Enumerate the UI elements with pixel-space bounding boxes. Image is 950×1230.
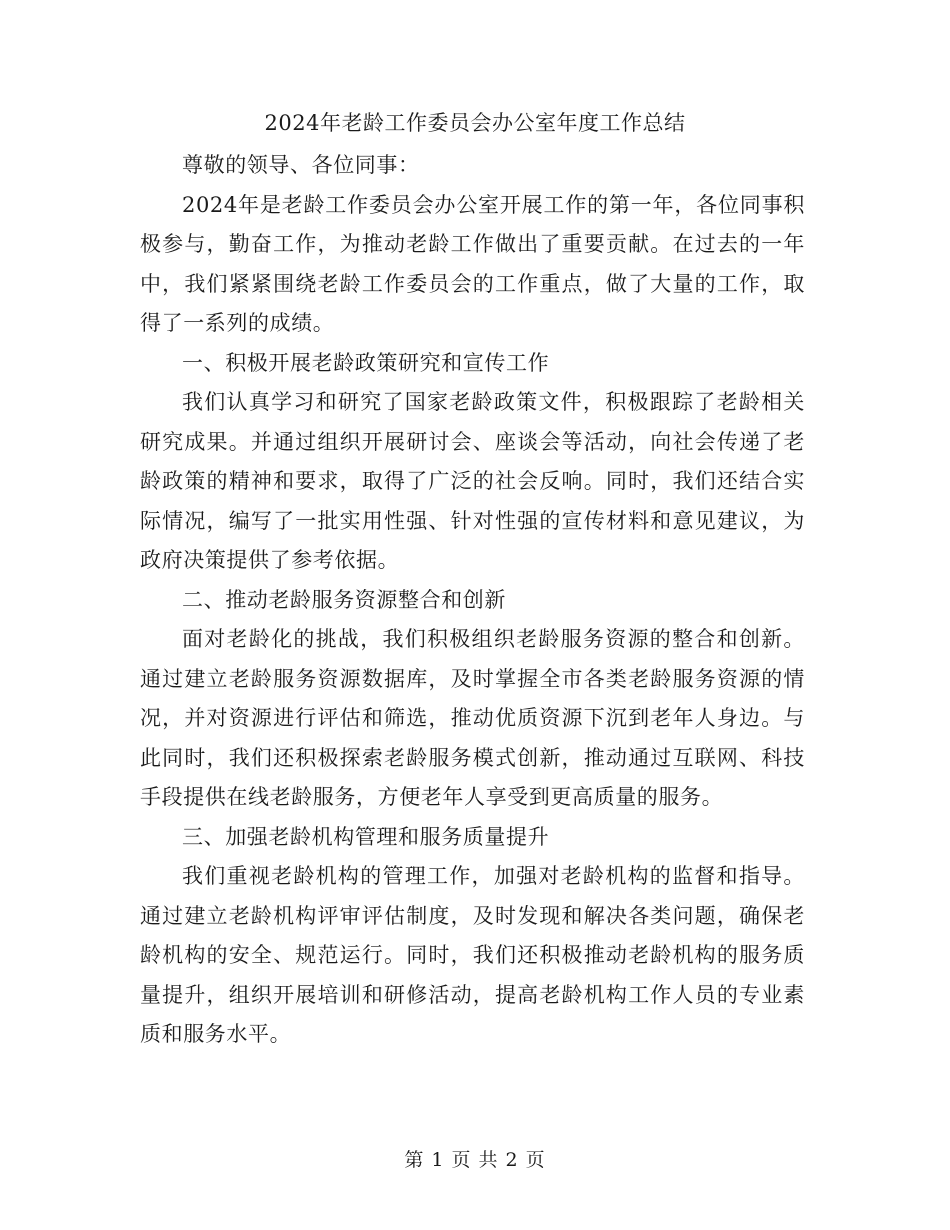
section-2-paragraph: 面对老龄化的挑战，我们积极组织老龄服务资源的整合和创新。通过建立老龄服务资源数据库，及时掌握全市各类老龄服务资源的情况，并对资源进行评估和筛选，推动优质资源下沉到老年人身边。与此同时，我们还积极探索老龄服务模式创新，推动通过互联网、科技手段提供在线老龄服务，方便老年人享受到更高质量的服务。 [140,627,805,809]
intro-paragraph: 2024年是老龄工作委员会办公室开展工作的第一年，各位同事积极参与，勤奋工作，为推动老龄工作做出了重要贡献。在过去的一年中，我们紧紧围绕老龄工作委员会的工作重点，做了大量的工作，取得了一系列的成绩。 [140,192,805,335]
section-1-heading: 一、积极开展老龄政策研究和宣传工作 [182,350,550,375]
page-number-footer: 第 1 页 共 2 页 [404,1149,546,1171]
section-2-heading: 二、推动老龄服务资源整合和创新 [182,587,506,612]
document-title: 2024年老龄工作委员会办公室年度工作总结 [264,111,686,135]
document-body [140,146,805,1055]
section-3-paragraph: 我们重视老龄机构的管理工作，加强对老龄机构的监督和指导。通过建立老龄机构评审评估制度，及时发现和解决各类问题，确保老龄机构的安全、规范运行。同时，我们还积极推动老龄机构的服务质量提升，组织开展培训和研修活动，提高老龄机构工作人员的专业素质和服务水平。 [140,864,805,1046]
section-1-paragraph: 我们认真学习和研究了国家老龄政策文件，积极跟踪了老龄相关研究成果。并通过组织开展研讨会、座谈会等活动，向社会传递了老龄政策的精神和要求，取得了广泛的社会反响。同时，我们还结合实际情况，编写了一批实用性强、针对性强的宣传材料和意见建议，为政府决策提供了参考依据。 [140,390,805,572]
salutation: 尊敬的领导、各位同事： [182,153,420,177]
section-3-heading: 三、加强老龄机构管理和服务质量提升 [182,824,550,849]
